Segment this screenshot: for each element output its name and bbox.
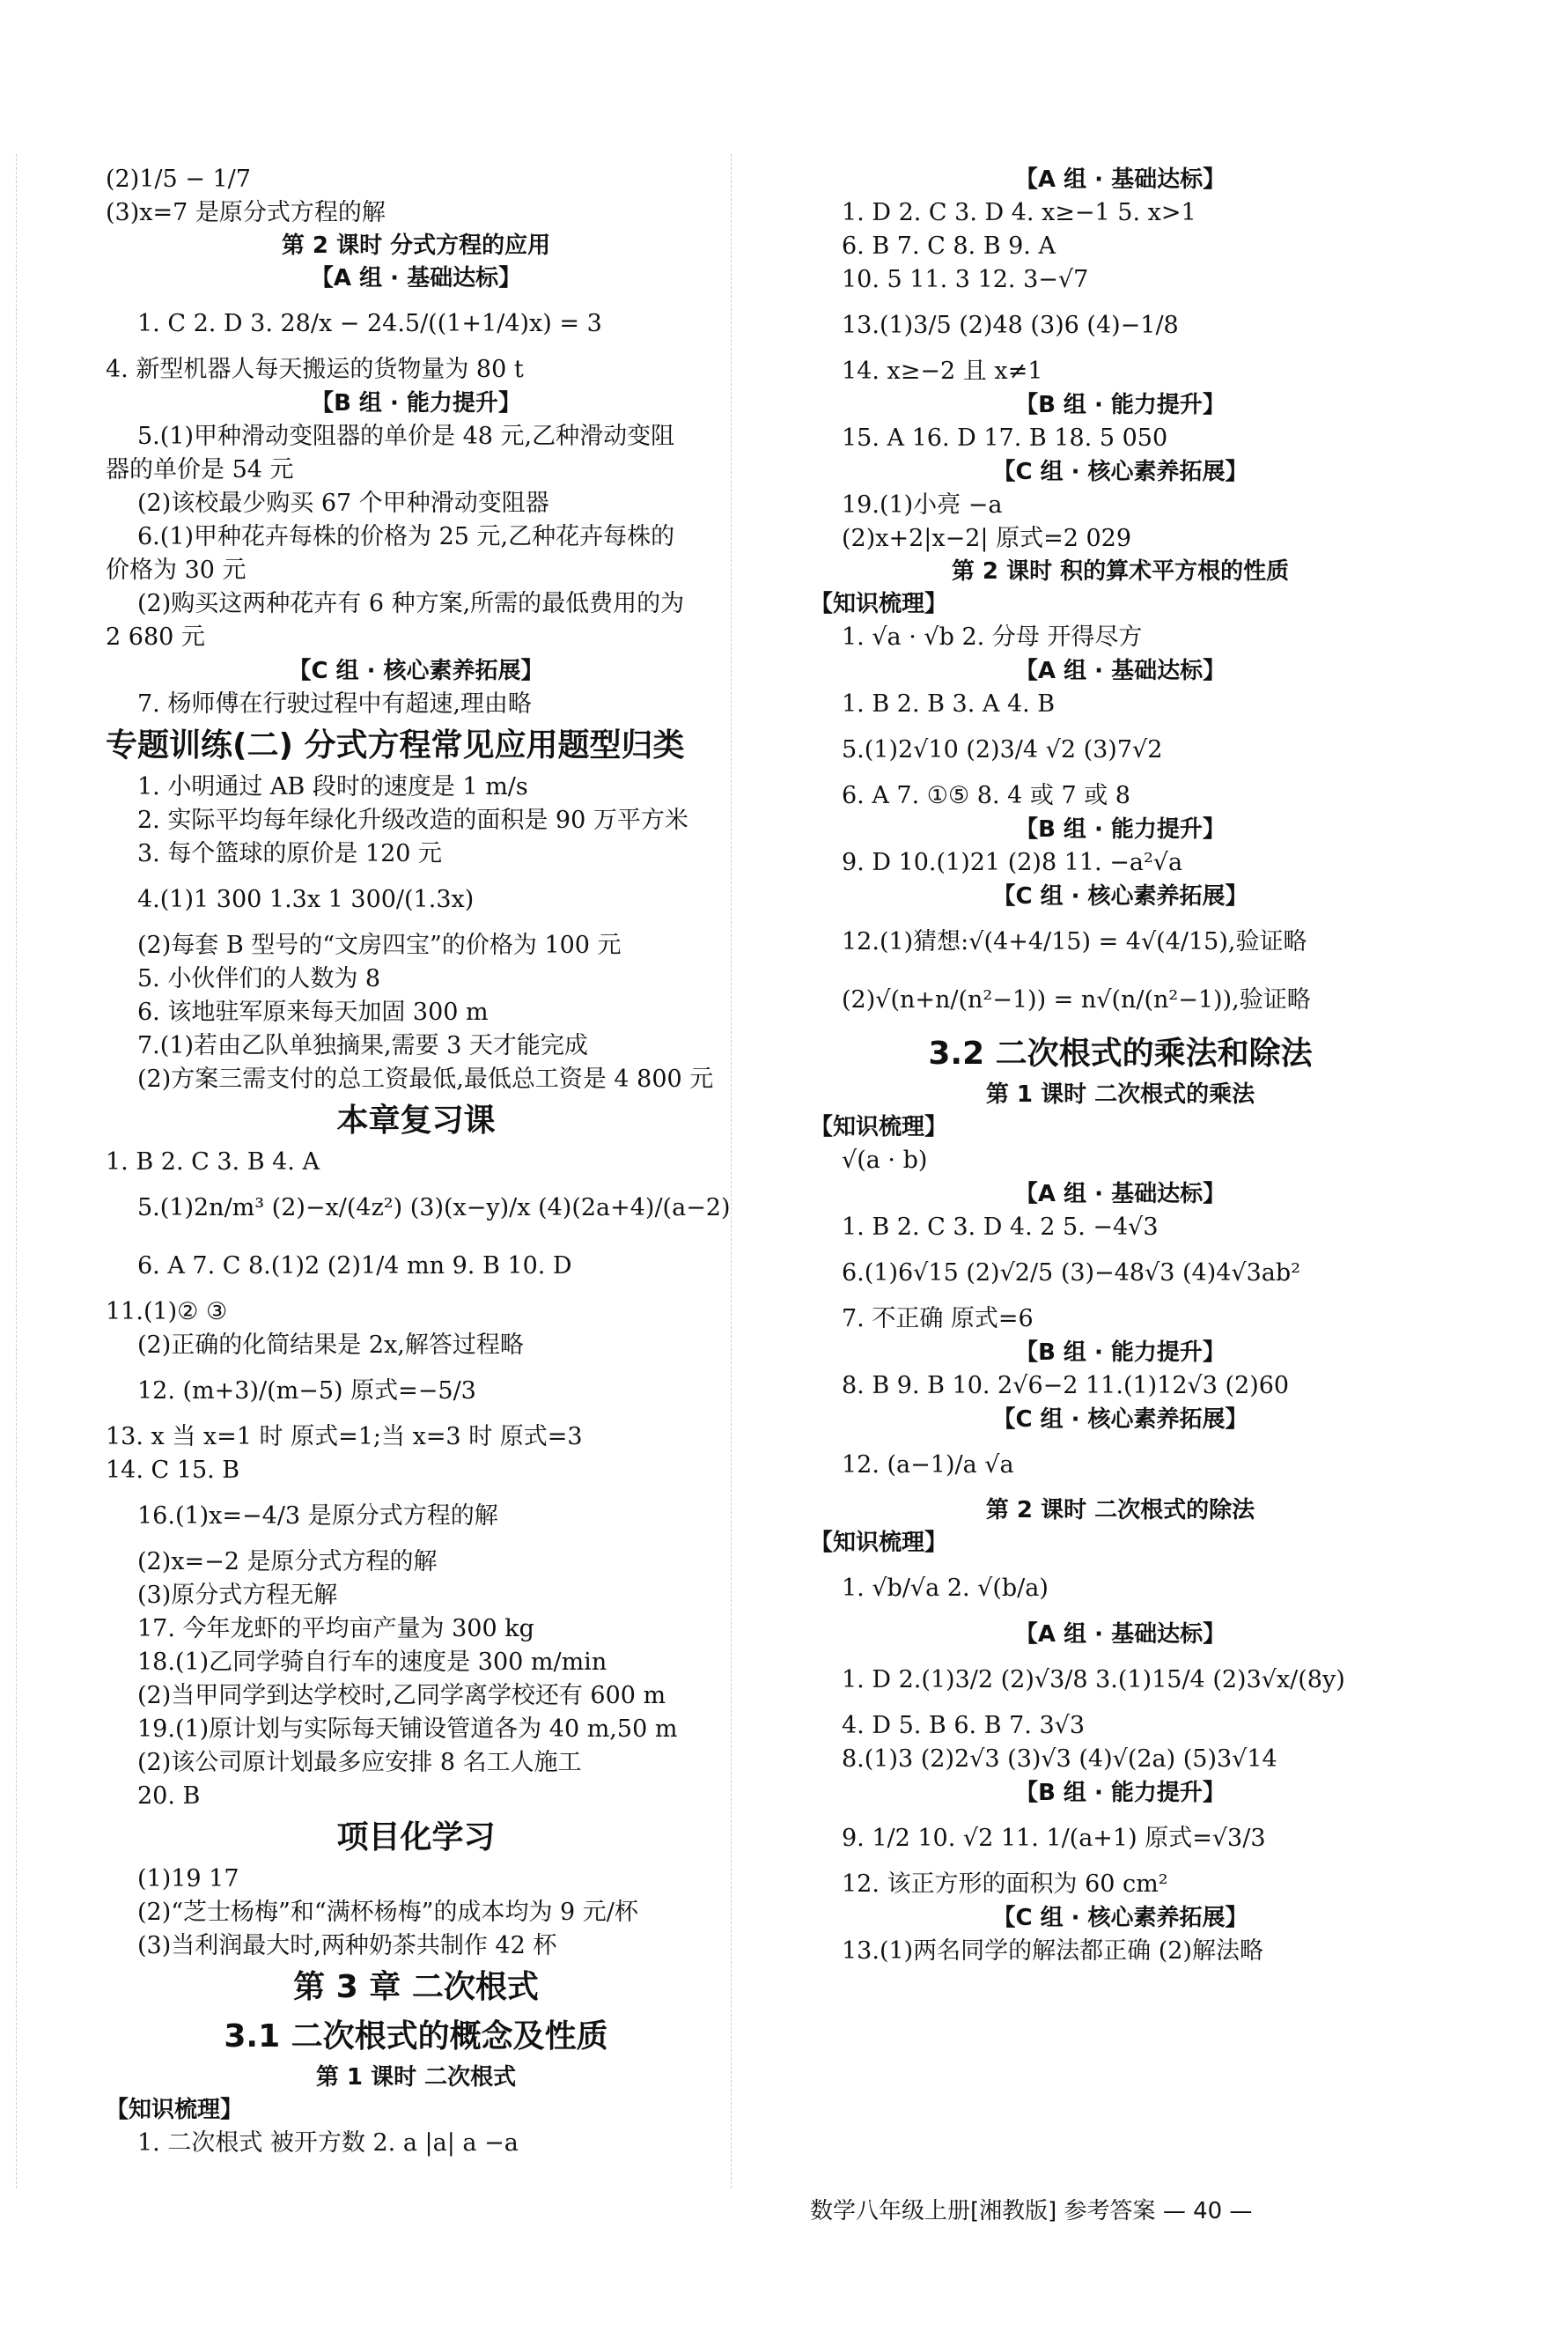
answer-line: 1. C 2. D 3. 28/x − 24.5/((1+1/4)x) = 3: [137, 310, 602, 337]
answer-line: (2)每套 B 型号的“文房四宝”的价格为 100 元: [137, 932, 622, 959]
answer-line: 19.(1)小亮 −a: [842, 491, 1003, 519]
answer-line: 11.(1)② ③: [106, 1298, 228, 1325]
answer-line: (2)1/5 − 1/7: [106, 166, 251, 193]
answer-line: 1. B 2. B 3. A 4. B: [842, 690, 1056, 718]
answer-line: 12. (m+3)/(m−5) 原式=−5/3: [137, 1377, 476, 1405]
group-heading: 【C 组 · 核心素养拓展】: [992, 883, 1248, 910]
group-heading: 【B 组 · 能力提升】: [1015, 816, 1226, 843]
answer-line: 1. D 2.(1)3/2 (2)√3/8 3.(1)15/4 (2)3√x/(8y): [842, 1666, 1345, 1693]
answer-line: (2)√(n+n/(n²−1)) = n√(n/(n²−1)),验证略: [842, 986, 1311, 1014]
answer-line: 7.(1)若由乙队单独摘果,需要 3 天才能完成: [137, 1032, 588, 1059]
group-heading: 【A 组 · 基础达标】: [1014, 658, 1226, 684]
group-heading: 【C 组 · 核心素养拓展】: [288, 658, 544, 684]
group-heading: 【C 组 · 核心素养拓展】: [992, 459, 1248, 485]
answer-line: 12. 该正方形的面积为 60 cm²: [842, 1870, 1168, 1898]
answer-line: 13. x 当 x=1 时 原式=1;当 x=3 时 原式=3: [106, 1423, 583, 1450]
answer-line: 1. √a · √b 2. 分母 开得尽方: [842, 623, 1143, 651]
group-heading: 【A 组 · 基础达标】: [1014, 1621, 1226, 1648]
answer-line: 14. C 15. B: [106, 1457, 240, 1484]
knowledge-heading: 【知识梳理】: [810, 591, 948, 617]
answer-line: (3)x=7 是原分式方程的解: [106, 199, 386, 226]
answer-line: 2. 实际平均每年绿化升级改造的面积是 90 万平方米: [137, 807, 688, 834]
answer-line: 价格为 30 元: [106, 557, 247, 584]
answer-line: 1. 二次根式 被开方数 2. a |a| a −a: [137, 2129, 519, 2157]
answer-line: 器的单价是 54 元: [106, 456, 294, 483]
answer-line: 5.(1)2√10 (2)3/4 √2 (3)7√2: [842, 736, 1163, 763]
group-heading: 【B 组 · 能力提升】: [1015, 392, 1226, 418]
answer-line: (2)x+2|x−2| 原式=2 029: [842, 525, 1131, 552]
left-column: [106, 163, 731, 2160]
answer-line: 1. 小明通过 AB 段时的速度是 1 m/s: [137, 773, 528, 800]
chapter-heading: 3.2 二次根式的乘法和除法: [928, 1036, 1313, 1072]
lesson-heading: 第 1 课时 二次根式的乘法: [985, 1081, 1255, 1108]
answer-line: 1. D 2. C 3. D 4. x≥−1 5. x>1: [842, 199, 1196, 226]
answer-line: 4. 新型机器人每天搬运的货物量为 80 t: [106, 356, 524, 383]
answer-line: 5.(1)甲种滑动变阻器的单价是 48 元,乙种滑动变阻: [137, 423, 675, 450]
answer-line: (2)该校最少购买 67 个甲种滑动变阻器: [137, 490, 549, 517]
lesson-heading: 第 2 课时 二次根式的除法: [985, 1497, 1255, 1523]
answer-line: 5. 小伙伴们的人数为 8: [137, 965, 381, 992]
answer-line: (1)19 17: [137, 1865, 239, 1892]
answer-line: 18.(1)乙同学骑自行车的速度是 300 m/min: [137, 1649, 607, 1676]
column-divider: [731, 154, 732, 2188]
answer-line: 19.(1)原计划与实际每天铺设管道各为 40 m,50 m: [137, 1715, 678, 1743]
lesson-heading: 第 1 课时 二次根式: [315, 2064, 517, 2091]
answer-line: 6.(1)6√15 (2)√2/5 (3)−48√3 (4)4√3ab²: [842, 1259, 1301, 1287]
answer-line: 5.(1)2n/m³ (2)−x/(4z²) (3)(x−y)/x (4)(2a+4)/(a−2): [137, 1194, 731, 1221]
answer-line: (2)该公司原计划最多应安排 8 名工人施工: [137, 1749, 582, 1776]
answer-line: √(a · b): [842, 1147, 928, 1174]
answer-line: 8. B 9. B 10. 2√6−2 11.(1)12√3 (2)60: [842, 1372, 1290, 1399]
answer-line: 6. A 7. C 8.(1)2 (2)1/4 mn 9. B 10. D: [137, 1252, 572, 1280]
group-heading: 【A 组 · 基础达标】: [1014, 1181, 1226, 1207]
answer-line: 20. B: [137, 1782, 201, 1810]
answer-line: 15. A 16. D 17. B 18. 5 050: [842, 424, 1168, 452]
answer-line: (2)当甲同学到达学校时,乙同学离学校还有 600 m: [137, 1682, 666, 1709]
left-margin-rule: [16, 154, 17, 2188]
group-heading: 【B 组 · 能力提升】: [311, 390, 521, 417]
answer-line: (2)购买这两种花卉有 6 种方案,所需的最低费用的为: [137, 590, 685, 617]
answer-line: 1. B 2. C 3. D 4. 2 5. −4√3: [842, 1213, 1159, 1241]
group-heading: 【B 组 · 能力提升】: [1015, 1339, 1226, 1366]
answer-line: (2)正确的化简结果是 2x,解答过程略: [137, 1331, 524, 1359]
answer-line: 9. 1/2 10. √2 11. 1/(a+1) 原式=√3/3: [842, 1825, 1266, 1852]
group-heading: 【B 组 · 能力提升】: [1015, 1780, 1226, 1806]
group-heading: 【C 组 · 核心素养拓展】: [992, 1406, 1248, 1433]
chapter-heading: 专题训练(二) 分式方程常见应用题型归类: [106, 727, 685, 763]
answer-line: 13.(1)两名同学的解法都正确 (2)解法略: [842, 1937, 1264, 1965]
answer-line: 2 680 元: [106, 623, 205, 651]
chapter-heading: 3.1 二次根式的概念及性质: [224, 2018, 608, 2054]
answer-line: 10. 5 11. 3 12. 3−√7: [842, 266, 1089, 293]
answer-line: 7. 杨师傅在行驶过程中有超速,理由略: [137, 690, 532, 718]
knowledge-heading: 【知识梳理】: [810, 1114, 948, 1140]
group-heading: 【C 组 · 核心素养拓展】: [992, 1905, 1248, 1931]
page-footer: 数学八年级上册[湘教版] 参考答案 — 40 —: [810, 2198, 1253, 2224]
answer-line: 6.(1)甲种花卉每株的价格为 25 元,乙种花卉每株的: [137, 523, 675, 550]
answer-line: 9. D 10.(1)21 (2)8 11. −a²√a: [842, 849, 1183, 876]
answer-line: (2)x=−2 是原分式方程的解: [137, 1548, 438, 1575]
answer-line: 4.(1)1 300 1.3x 1 300/(1.3x): [137, 886, 475, 913]
answer-line: 6. 该地驻军原来每天加固 300 m: [137, 999, 489, 1026]
right-column: [810, 163, 1431, 1968]
knowledge-heading: 【知识梳理】: [810, 1530, 948, 1556]
answer-line: 17. 今年龙虾的平均亩产量为 300 kg: [137, 1615, 534, 1642]
group-heading: 【A 组 · 基础达标】: [1014, 166, 1226, 193]
lesson-heading: 第 2 课时 积的算术平方根的性质: [951, 558, 1290, 585]
answer-line: 1. √b/√a 2. √(b/a): [842, 1575, 1049, 1602]
answer-line: 6. B 7. C 8. B 9. A: [842, 232, 1056, 260]
answer-line: 14. x≥−2 且 x≠1: [842, 358, 1043, 385]
answer-line: (2)方案三需支付的总工资最低,最低总工资是 4 800 元: [137, 1066, 714, 1093]
answer-line: 8.(1)3 (2)2√3 (3)√3 (4)√(2a) (5)3√14: [842, 1745, 1277, 1773]
lesson-heading: 第 2 课时 分式方程的应用: [281, 232, 551, 259]
chapter-heading: 第 3 章 二次根式: [293, 1969, 539, 2005]
answer-line: 12. (a−1)/a √a: [842, 1451, 1014, 1479]
answer-line: 1. B 2. C 3. B 4. A: [106, 1148, 320, 1176]
answer-line: (3)当利润最大时,两种奶茶共制作 42 杯: [137, 1932, 557, 1959]
knowledge-heading: 【知识梳理】: [106, 2097, 244, 2123]
answer-line: (2)“芝士杨梅”和“满杯杨梅”的成本均为 9 元/杯: [137, 1899, 638, 1926]
chapter-heading: 本章复习课: [336, 1103, 496, 1139]
answer-line: 16.(1)x=−4/3 是原分式方程的解: [137, 1502, 498, 1530]
answer-line: 7. 不正确 原式=6: [842, 1305, 1034, 1332]
answer-line: 12.(1)猜想:√(4+4/15) = 4√(4/15),验证略: [842, 928, 1307, 955]
answer-line: 6. A 7. ①⑤ 8. 4 或 7 或 8: [842, 782, 1130, 809]
answer-line: (3)原分式方程无解: [137, 1582, 338, 1609]
chapter-heading: 项目化学习: [336, 1819, 496, 1855]
answer-line: 13.(1)3/5 (2)48 (3)6 (4)−1/8: [842, 312, 1179, 339]
answer-line: 4. D 5. B 6. B 7. 3√3: [842, 1712, 1086, 1739]
group-heading: 【A 组 · 基础达标】: [310, 265, 522, 291]
answer-line: 3. 每个篮球的原价是 120 元: [137, 840, 443, 867]
